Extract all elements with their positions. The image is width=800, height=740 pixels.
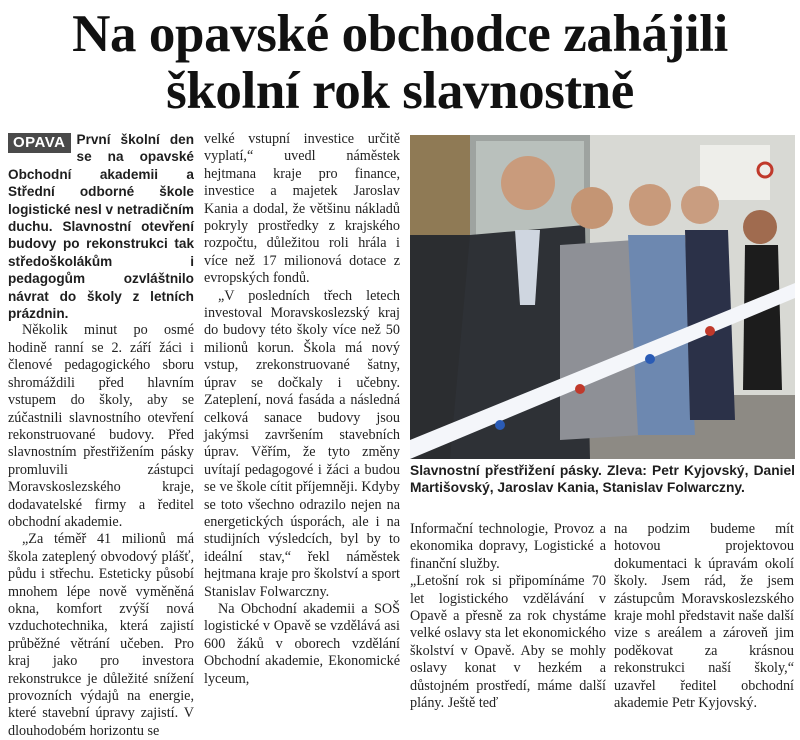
col3-paragraph-1: Informační technologie, Provoz a ekonomika dopravy, Logistické a finanční služby. [410,521,606,572]
column-1 [8,131,194,740]
ribbon-cutting-image [410,135,795,459]
headline-line-1: Na opavské obchodce zahájili [72,5,728,63]
col2-paragraph-2: „V posledních třech letech investoval Moravskoslezský kraj do budovy této školy více než 50 milionů korun. Škola má nový vstup, zrekonstruované šatny, úprav se dočkaly i učebny. Zateplení, nová fasáda a následná celková sanace budovy jsou jakýmsi završením stavebních úprav. Věřím, že tyto změny uvítají pedagogové i žáci a budou se ve škole cítit příjemněji. Kdyby se toto všechno odrazilo nejen na energetických úsporách, ale i na studijních výsledcích, byl by to ideální stav,“ řekl náměstek hejtmana kraje pro školství a sport Stanislav Folwarczny. [204,287,400,600]
col3-paragraph-2: „Letošní rok si připomínáme 70 let logistického vzdělávání v Opavě a přesně za rok chystáme velké oslavy sta let ekonomického školství v Opavě. Aby se mohly oslavy konat v hezkém a důstojném prostředí, máme další plány. Ještě teď [410,573,606,712]
lead-paragraph [8,131,194,322]
col2-paragraph-1: velké vstupní investice určitě vyplatí,“ uvedl náměstek hejtmana kraje pro finance, investice a majetek Jaroslav Kania a dodal, že většinu nákladů pokryly prostředky z krajského rozpočtu, důležitou roli hrála i více než 17 milionová dotace z evropských fondů. [204,131,400,287]
location-tag: OPAVA [8,133,71,153]
col1-paragraph-2: „Za téměř 41 milionů má škola zateplený obvodový plášť, půdu i střechu. Esteticky působí mnohem lépe nově vyměněná okna, komfort zvýší nová vzduchotechnika, která zajistí průběžné větrání učeben. Pro kraj jako pro investora rekonstrukce je důležité snížení provozních výdajů na energie, které stavební úpravy zajistí. V dlouhodobém horizontu se [8,531,194,739]
column-2 [204,131,400,688]
column-3 [410,521,606,712]
lead-text: První školní den se na opavské Obchodní akademii a Střední odborné škole logistické nesl v netradičním duchu. Slavnostní otevření budovy po rekonstrukci tak středoškolákům i pedagogům ozvláštnilo návrat do školy z letních prázdnin. [8,132,194,322]
ceremony-photo [410,135,795,459]
col4-paragraph-1: na podzim budeme mít hotovou projektovou dokumentaci k úpravám okolí školy. Jsem rád, že jsem zástupcům Moravskoslezského kraje mohl představit naše další vize s areálem a zároveň jim poděkovat za krásnou rekonstrukci naší školy,“ uzavřel ředitel obchodní akademie Petr Kyjovský. [614,521,794,712]
col2-paragraph-3: Na Obchodní akademii a SOŠ logistické v Opavě se vzdělává asi 600 žáků v oborech vzdělání Obchodní akademie, Ekonomické lyceum, [204,600,400,687]
headline [0,6,800,120]
column-4 [614,521,794,712]
photo-caption: Slavnostní přestřižení pásky. Zleva: Petr Kyjovský, Daniel Martišovský, Jaroslav Kania, Stanislav Folwarczny. [410,463,795,495]
col1-paragraph-1: Několik minut po osmé hodině ranní se 2. září žáci i členové pedagogického sboru shromáždili před hlavním vstupem do školy, aby se zúčastnili slavnostního otevření rekonstruované budovy. Před slavnostním přestřižením pásky promluvili zástupci Moravskoslezského kraje, dodavatelské firmy a ředitel obchodní akademie. [8,322,194,530]
headline-line-2: školní rok slavnostně [166,62,634,120]
